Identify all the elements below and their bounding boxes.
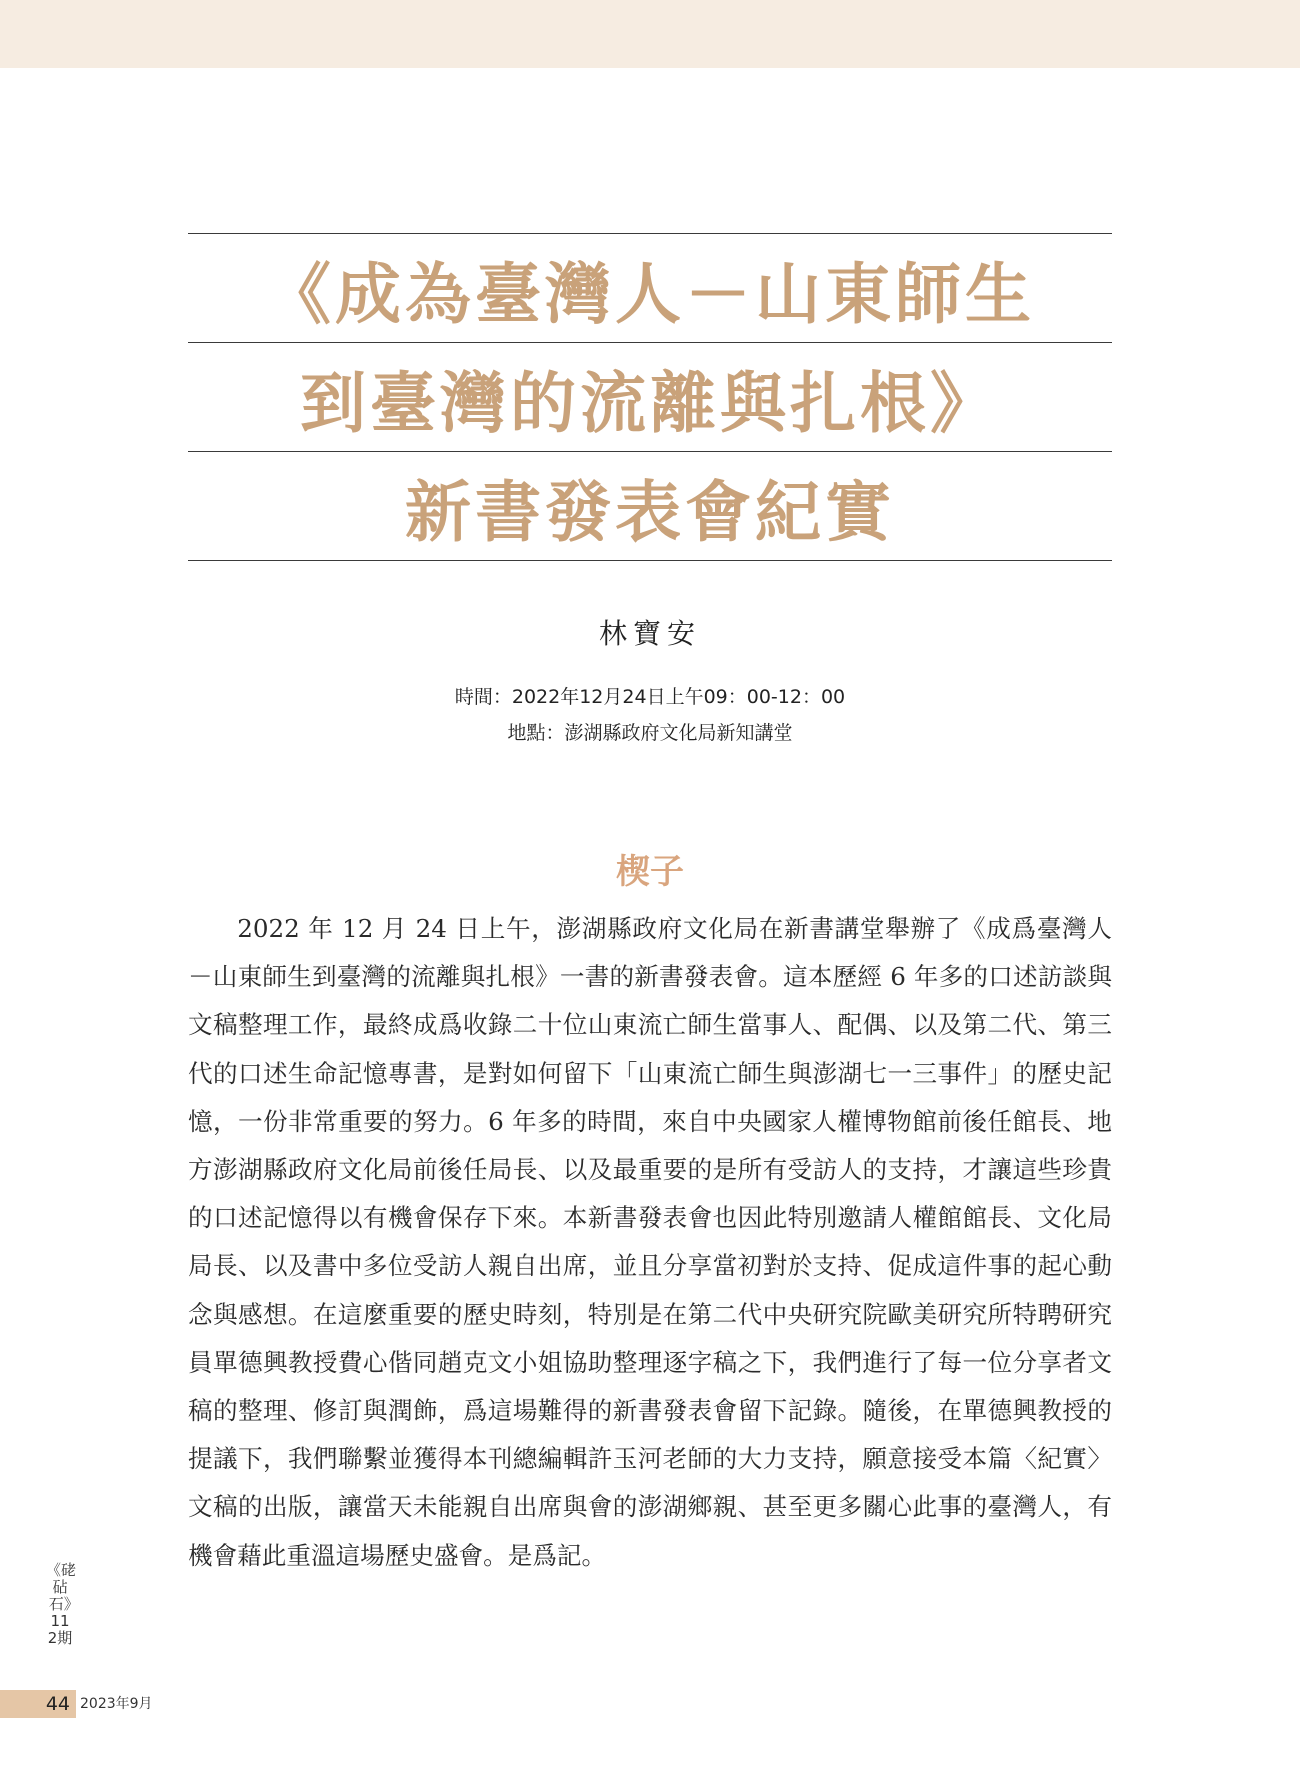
journal-issue-caption: 《硓砧石》112期 <box>46 1561 77 1647</box>
author-name: 林寶安 <box>598 617 701 650</box>
title-line-3: 新書發表會紀實 <box>405 472 895 551</box>
event-place: 地點：澎湖縣政府文化局新知講堂 <box>507 722 793 744</box>
title-line-2: 到臺灣的流離與扎根》 <box>300 363 1000 442</box>
section-heading: 楔子 <box>616 852 684 892</box>
article-title <box>188 233 1112 561</box>
issue-date: 2023年9月 <box>80 1696 153 1712</box>
title-line-1: 《成為臺灣人－山東師生 <box>265 254 1035 333</box>
body-paragraph: 2022 年 12 月 24 日上午，澎湖縣政府文化局在新書講堂舉辦了《成爲臺灣人－山東師生到臺灣的流離與扎根》一書的新書發表會。這本歷經 6 年多的口述訪談與文稿整理工作，最終成爲收錄二十位山東流亡師生當事人、配偶、以及第二代、第三代的口述生命記憶專書，是對如何留下「山東流亡師生與澎湖七一三事件」的歷史記憶，一份非常重要的努力。6 年多的時間，來自中央國家人權博物館前後任館長、地方澎湖縣政府文化局前後任局長、以及最重要的是所有受訪人的支持，才讓這些珍貴的口述記憶得以有機會保存下來。本新書發表會也因此特別邀請人權館館長、文化局局長、以及書中多位受訪人親自出席，並且分享當初對於支持、促成這件事的起心動念與感想。在這麼重要的歷史時刻，特別是在第二代中央研究院歐美研究所特聘研究員單德興教授費心偕同趙克文小姐協助整理逐字稿之下，我們進行了每一位分享者文稿的整理、修訂與潤飾，爲這場難得的新書發表會留下記錄。隨後，在單德興教授的提議下，我們聯繫並獲得本刊總編輯許玉河老師的大力支持，願意接受本篇〈紀實〉文稿的出版，讓當天未能親自出席與會的澎湖鄉親、甚至更多關心此事的臺灣人，有機會藉此重溫這場歷史盛會。是爲記。 <box>188 914 1112 1570</box>
top-decorative-band <box>0 0 1300 68</box>
event-time: 時間：2022年12月24日上午09：00-12：00 <box>454 686 846 708</box>
title-rule-bottom <box>188 560 1112 561</box>
page-number: 44 <box>45 1693 70 1715</box>
page-number-tab <box>0 1690 76 1718</box>
